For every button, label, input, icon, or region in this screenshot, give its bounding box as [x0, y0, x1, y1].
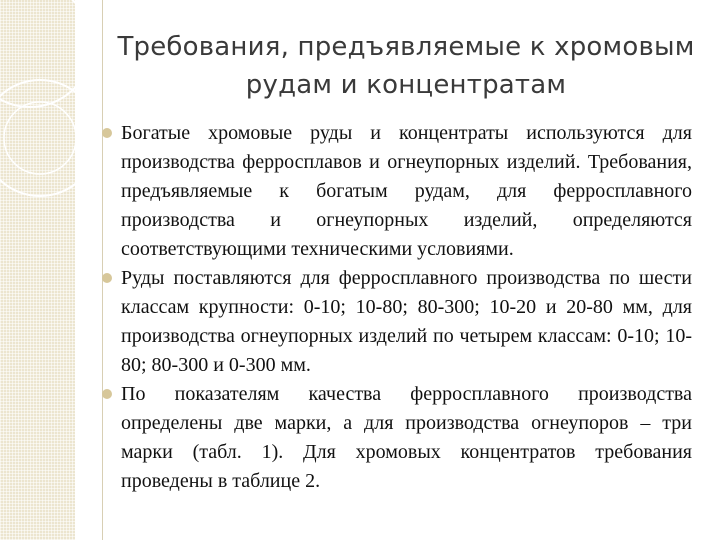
slide-title-line-2: рудам и концентратам [245, 70, 567, 100]
bullet-text: По показателям качества ферросплавного производства определены две марки, а для производства огнеупоров – три марки (табл. 1). Для хромовых концентратов требования проведены в таблице 2. [121, 383, 692, 492]
bullet-dot-icon [102, 273, 112, 283]
slide-title [106, 28, 706, 104]
bullet-text: Богатые хромовые руды и концентраты используются для производства ферросплавов и огнеупорных изделий. Требования, предъявляемые к богатым рудам, для ферросплавного производства и огнеупорных изделий, определяются соответствующими техническими условиями. [121, 122, 692, 260]
bullet-item [100, 264, 692, 380]
bullet-item [100, 119, 692, 264]
bullet-text: Руды поставляются для ферросплавного производства по шести классам крупности: 0-10; 10-80; 80-300; 10-20 и 20-80 мм, для производства огнеупорных изделий по четырем классам: 0-10; 10-80; 80-300 и 0-300 мм. [121, 267, 692, 376]
slide-title-line-1: Требования, предъявляемые к хромовым [117, 32, 695, 62]
bullet-dot-icon [102, 128, 112, 138]
bullet-item [100, 380, 692, 496]
bullet-list [100, 119, 692, 496]
bullet-dot-icon [102, 389, 112, 399]
